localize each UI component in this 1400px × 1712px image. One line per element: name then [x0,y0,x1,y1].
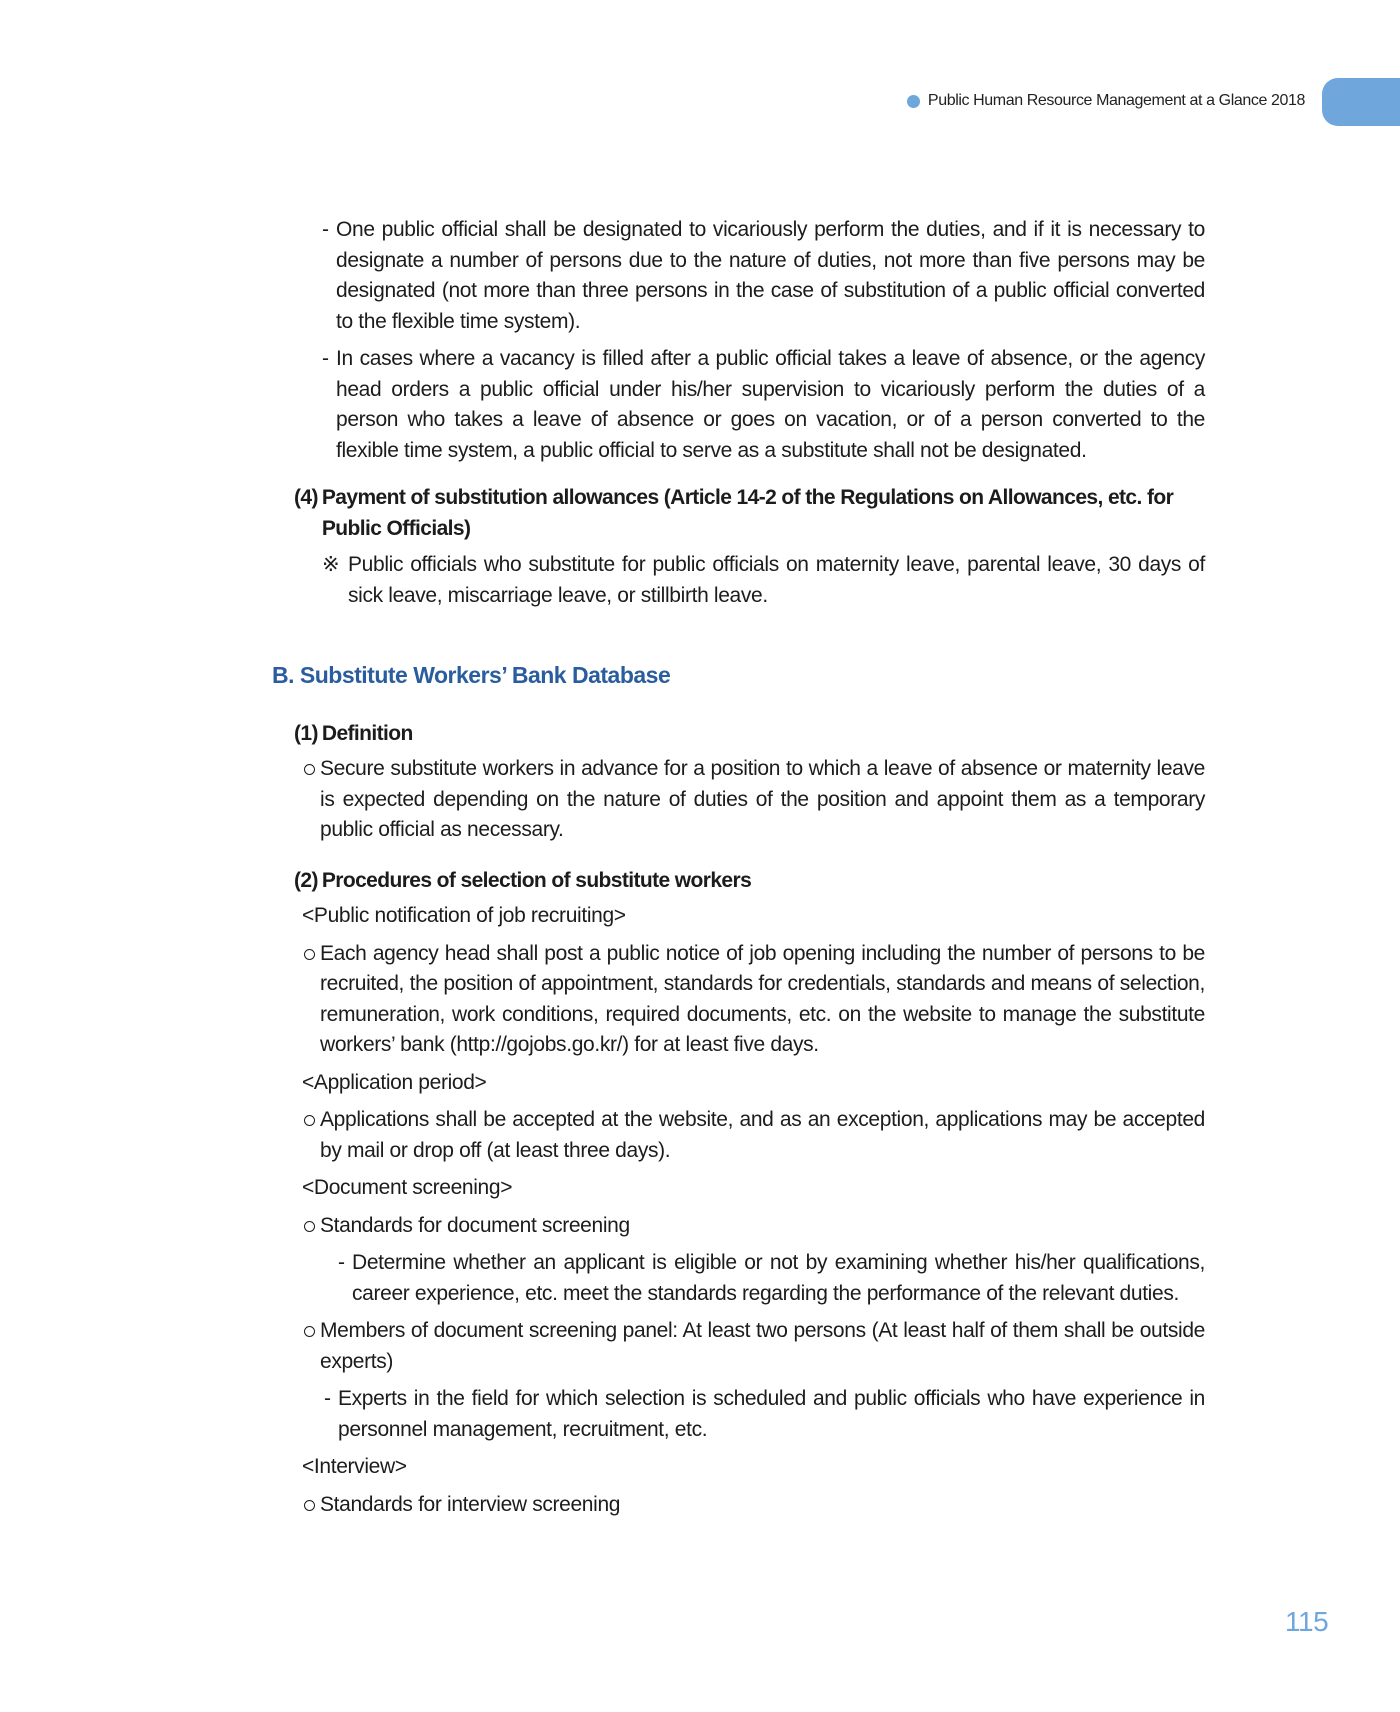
circle-item [304,939,1205,1061]
dash-mark: - [338,1251,345,1274]
circle-bullet-icon [304,1490,320,1521]
paragraph-text: Secure substitute workers in advance for a position to which a leave of absence or maternity leave is expected depending on the nature of duties of the position and appoint them as a temporary public official as necessary. [320,757,1205,841]
subsection-heading [294,866,1205,897]
reference-note [322,550,1205,611]
step-label: <Application period> [302,1070,487,1094]
circle-bullet-icon [304,1316,320,1377]
circle-bullet-icon [304,939,320,1061]
step-label: <Public notification of job recruiting> [302,904,626,927]
dash-item [322,344,1205,466]
heading-number: (1) [294,721,318,745]
circle-item [304,1316,1205,1377]
paragraph-text: Each agency head shall post a public notice of job opening including the number of persons to be recruited, the position of appointment, standards for credentials, standards and means of selection, remuneration, work conditions, required documents, etc. on the website to manage the substitute workers’ bank (http://gojobs.go.kr/) for at least five days. [320,941,1205,1056]
bullet-dot-icon [907,95,920,108]
paragraph-text: Members of document screening panel: At least two persons (At least half of them shall be outside experts) [320,1319,1205,1373]
paragraph-text: Standards for document screening [320,1213,630,1237]
note-text: Public officials who substitute for public officials on maternity leave, parental leave, 30 days of sick leave, miscarriage leave, or stillbirth leave. [348,553,1205,607]
circle-item [304,754,1205,846]
paragraph-text: One public official shall be designated to vicariously perform the duties, and if it is necessary to designate a number of persons due to the nature of duties, not more than five persons may be designated (not more than three persons in the case of substitution of a public official converted to the flexible time system). [336,218,1205,333]
reference-mark-icon: ※ [322,553,340,576]
running-title: Public Human Resource Management at a Glance 2018 [927,92,1305,109]
paragraph-text: Determine whether an applicant is eligible or not by examining whether his/her qualifications, career experience, etc. meet the standards regarding the performance of the relevant duties. [352,1251,1205,1305]
circle-item [304,1490,1205,1521]
subsection-heading [294,719,1205,750]
heading-number: (2) [294,868,318,892]
circle-item [304,1105,1205,1166]
subsection-heading [294,483,1205,544]
paragraph-text: Applications shall be accepted at the website, and as an exception, applications may be accepted by mail or drop off (at least three days). [320,1108,1205,1162]
paragraph-text: In cases where a vacancy is filled after a public official takes a leave of absence, or the agency head orders a public official under his/her supervision to vicariously perform the duties of a person who takes a leave of absence or goes on vacation, or of a person converted to the flexible time system, a public official to serve as a substitute shall not be designated. [336,347,1205,462]
heading-number: (4) [294,486,318,509]
dash-item [338,1248,1205,1309]
dash-mark: - [324,1387,331,1410]
circle-bullet-icon [304,754,320,846]
chapter-tab [1322,78,1400,126]
dash-item [324,1384,1205,1445]
heading-text: Payment of substitution allowances (Article 14-2 of the Regulations on Allowances, etc. for Public Officials) [321,486,1174,540]
step-label: <Document screening> [302,1176,513,1199]
running-header [907,92,1305,110]
heading-text: Procedures of selection of substitute workers [321,868,752,892]
circle-item [304,1211,1205,1242]
heading-text: Definition [321,721,413,745]
step-label: <Interview> [302,1455,407,1478]
page-body [270,215,1205,1527]
dash-item [322,215,1205,337]
paragraph-text: Standards for interview screening [320,1492,621,1516]
circle-bullet-icon [304,1105,320,1166]
circle-bullet-icon [304,1211,320,1242]
section-title: B. Substitute Workers’ Bank Database [272,662,671,688]
page-number: 115 [1285,1606,1329,1637]
dash-mark: - [322,347,329,370]
dash-mark: - [322,218,329,241]
paragraph-text: Experts in the field for which selection is scheduled and public officials who have experience in personnel management, recruitment, etc. [338,1387,1205,1441]
